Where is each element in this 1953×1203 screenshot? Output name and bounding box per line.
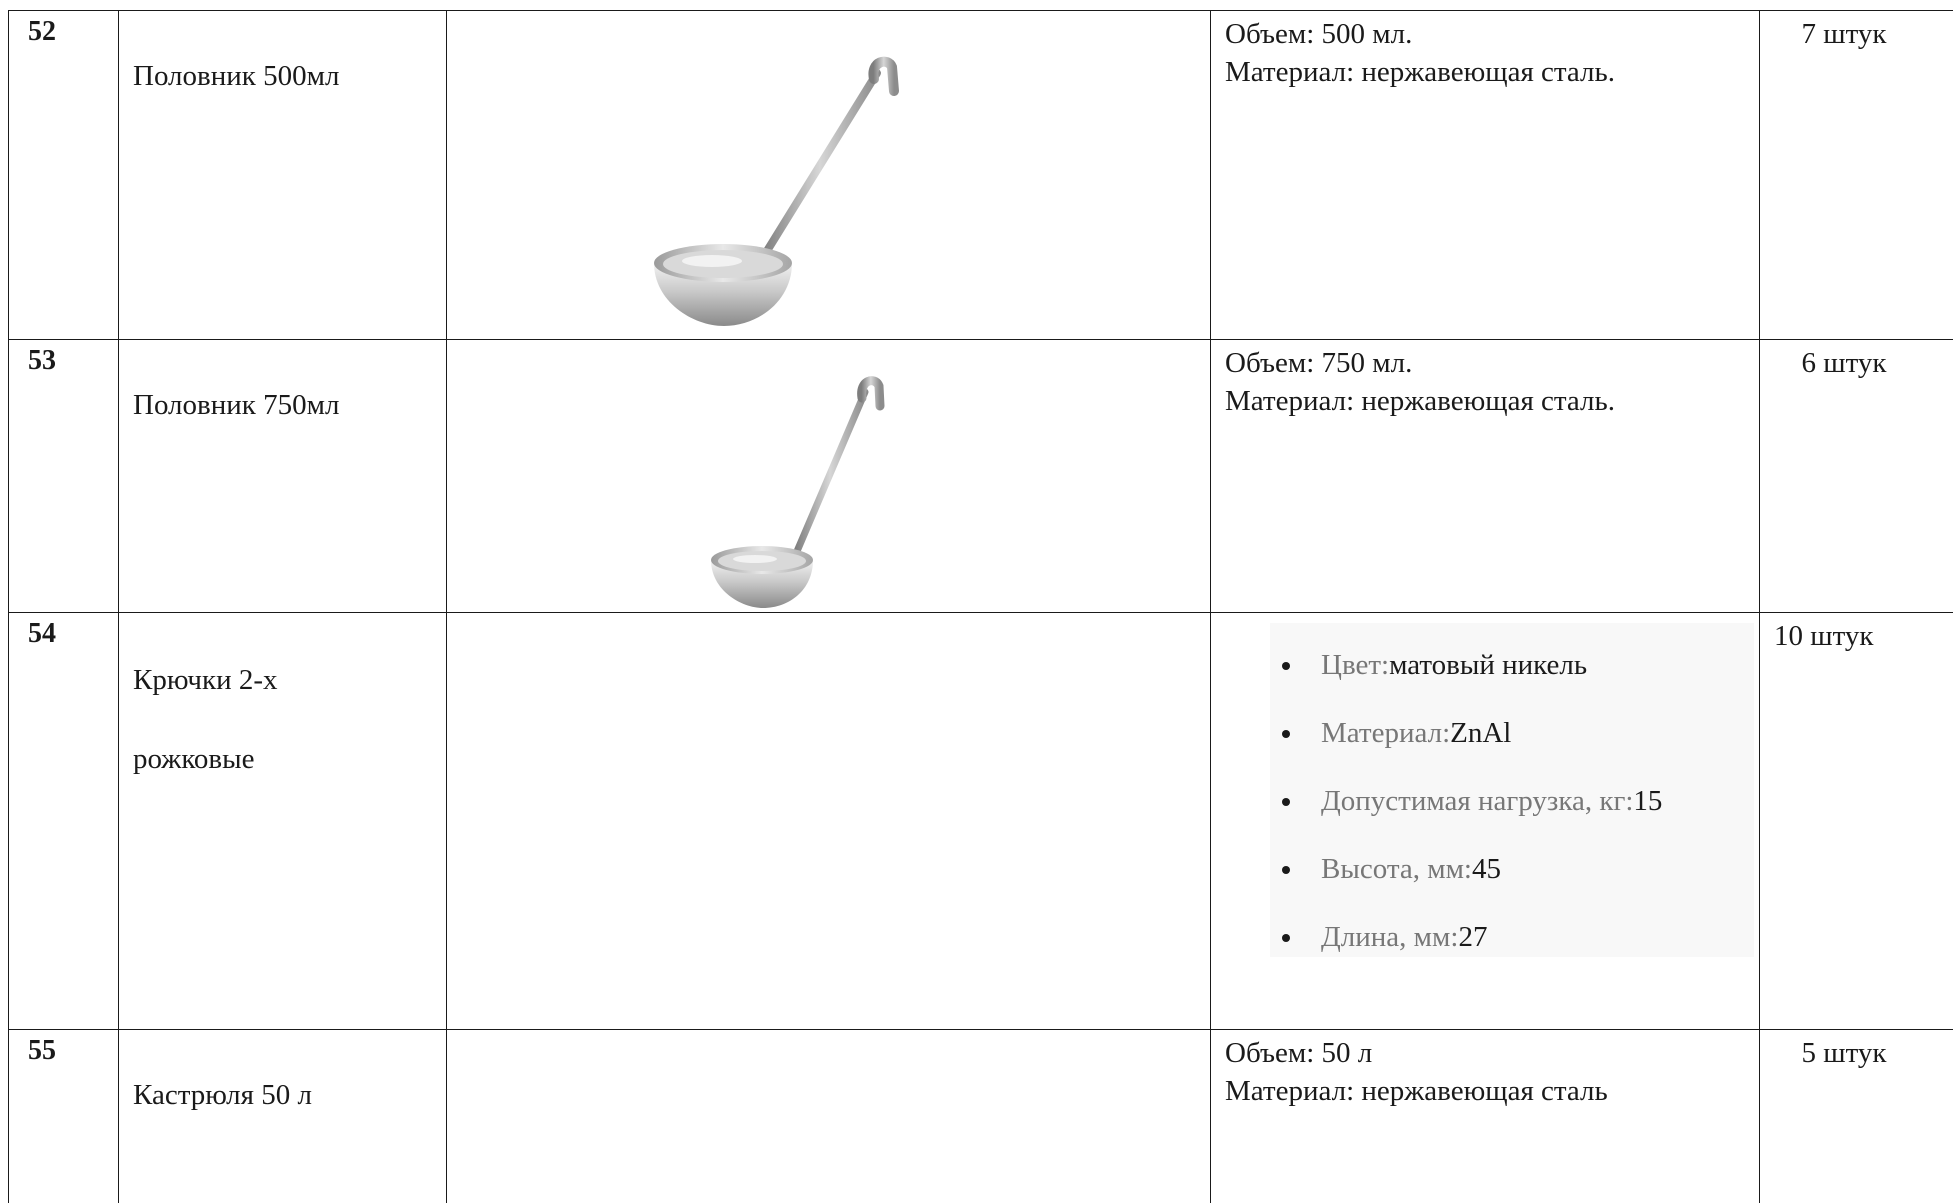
item-number-cell bbox=[9, 613, 119, 1030]
item-name: Кастрюля 50 л bbox=[133, 1079, 312, 1111]
item-description-cell bbox=[1211, 613, 1760, 1030]
item-image-cell bbox=[447, 340, 1211, 613]
item-name bbox=[119, 613, 446, 777]
list-item bbox=[1270, 919, 1754, 987]
item-description bbox=[1211, 340, 1759, 420]
spec-label: Высота, мм: bbox=[1321, 853, 1472, 885]
item-quantity: 10 штук bbox=[1774, 620, 1874, 652]
item-quantity-cell bbox=[1760, 340, 1953, 613]
spec-value: матовый никель bbox=[1389, 649, 1588, 681]
item-name: Половник 500мл bbox=[133, 60, 340, 92]
list-item bbox=[1270, 715, 1754, 783]
spec-list-panel bbox=[1270, 623, 1754, 957]
item-description-cell bbox=[1211, 11, 1760, 340]
item-number-cell bbox=[9, 1030, 119, 1203]
description-line: Материал: нержавеющая сталь. bbox=[1225, 56, 1615, 88]
item-quantity-cell bbox=[1760, 613, 1953, 1030]
item-quantity-cell bbox=[1760, 1030, 1953, 1203]
spec-value: ZnAl bbox=[1450, 717, 1512, 749]
item-quantity: 6 штук bbox=[1801, 347, 1887, 379]
item-description bbox=[1211, 11, 1759, 91]
item-number: 55 bbox=[28, 1035, 56, 1066]
item-image-cell bbox=[447, 11, 1211, 340]
item-quantity: 7 штук bbox=[1801, 18, 1887, 50]
item-image-cell bbox=[447, 1030, 1211, 1203]
item-name-cell bbox=[119, 340, 447, 613]
ladle-image bbox=[642, 51, 902, 340]
description-line: Материал: нержавеющая сталь. bbox=[1225, 385, 1615, 417]
bullet-icon bbox=[1282, 730, 1290, 738]
table-row bbox=[9, 11, 1953, 340]
item-name-line: Крючки 2-х bbox=[133, 664, 278, 696]
item-number: 54 bbox=[28, 618, 56, 649]
item-name-line: рожковые bbox=[133, 742, 255, 775]
item-number: 53 bbox=[28, 345, 56, 376]
item-name-cell bbox=[119, 613, 447, 1030]
bullet-icon bbox=[1282, 934, 1290, 942]
spec-value: 45 bbox=[1471, 853, 1501, 885]
spec-label: Допустимая нагрузка, кг: bbox=[1321, 785, 1634, 817]
item-number: 52 bbox=[28, 16, 56, 47]
spec-value: 15 bbox=[1633, 785, 1663, 817]
bullet-icon bbox=[1282, 866, 1290, 874]
item-number-cell bbox=[9, 340, 119, 613]
spec-value: 27 bbox=[1458, 921, 1488, 953]
spec-label: Материал: bbox=[1321, 717, 1451, 749]
item-quantity-cell bbox=[1760, 11, 1953, 340]
table-row bbox=[9, 340, 1953, 613]
description-line: Материал: нержавеющая сталь bbox=[1225, 1075, 1608, 1107]
list-item bbox=[1270, 647, 1754, 715]
description-line: Объем: 750 мл. bbox=[1225, 347, 1413, 379]
item-description-cell bbox=[1211, 1030, 1760, 1203]
item-name: Половник 750мл bbox=[133, 389, 340, 421]
description-line: Объем: 500 мл. bbox=[1225, 18, 1413, 50]
bullet-icon bbox=[1282, 798, 1290, 806]
item-number-cell bbox=[9, 11, 119, 340]
item-image-cell bbox=[447, 613, 1211, 1030]
list-item bbox=[1270, 783, 1754, 851]
item-description-cell bbox=[1211, 340, 1760, 613]
spec-label: Длина, мм: bbox=[1321, 921, 1459, 953]
item-description bbox=[1211, 1030, 1759, 1110]
list-item bbox=[1270, 851, 1754, 919]
equipment-table bbox=[8, 10, 1953, 1203]
bullet-icon bbox=[1282, 662, 1290, 670]
item-name-cell bbox=[119, 11, 447, 340]
item-quantity: 5 штук bbox=[1801, 1037, 1887, 1069]
ladle-image bbox=[705, 370, 885, 610]
item-name-cell bbox=[119, 1030, 447, 1203]
table-row bbox=[9, 613, 1953, 1030]
spec-label: Цвет: bbox=[1321, 649, 1390, 681]
description-line: Объем: 50 л bbox=[1225, 1037, 1373, 1069]
table-row bbox=[9, 1030, 1953, 1203]
spec-list bbox=[1270, 623, 1754, 987]
